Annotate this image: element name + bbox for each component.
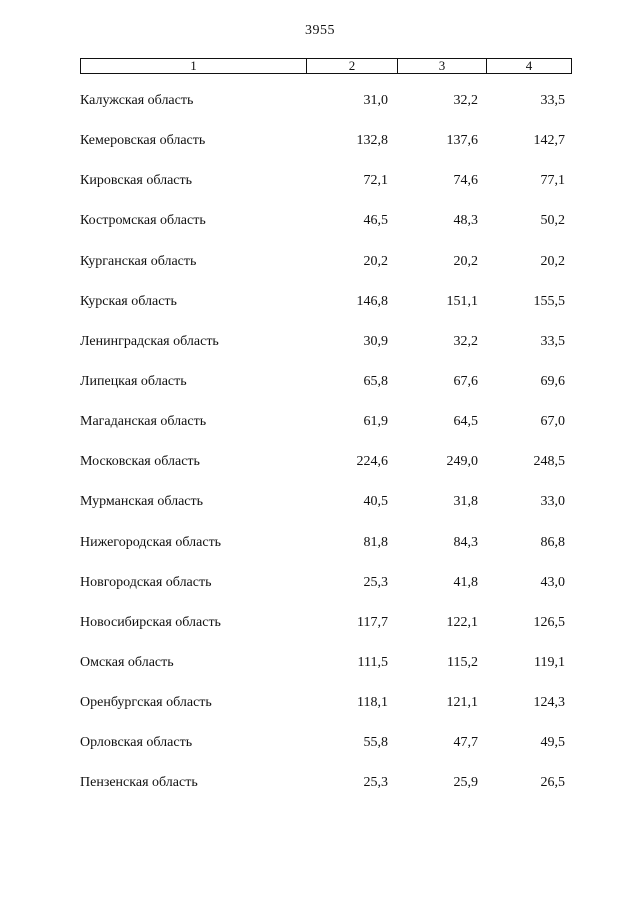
- table-row: [0, 292, 640, 332]
- table-header: [80, 58, 572, 74]
- value-col-4: 26,5: [540, 775, 565, 791]
- value-col-4: 50,2: [540, 213, 565, 229]
- value-col-3: 41,8: [453, 574, 478, 590]
- value-col-2: 111,5: [357, 654, 388, 670]
- region-name: Орловская область: [80, 735, 193, 751]
- value-col-3: 64,5: [453, 414, 478, 430]
- value-col-4: 43,0: [540, 574, 565, 590]
- region-name: Оренбургская область: [80, 695, 212, 711]
- value-col-3: 115,2: [447, 654, 478, 670]
- table-row: [0, 211, 640, 251]
- table-row: [0, 773, 640, 813]
- value-col-4: 69,6: [540, 373, 565, 389]
- value-col-2: 224,6: [356, 454, 388, 470]
- value-col-4: 119,1: [534, 654, 565, 670]
- region-name: Нижегородская область: [80, 534, 222, 550]
- region-name: Курганская область: [80, 253, 197, 269]
- value-col-3: 84,3: [453, 534, 478, 550]
- value-col-4: 33,5: [540, 333, 565, 349]
- value-col-4: 49,5: [540, 735, 565, 751]
- region-name: Кемеровская область: [80, 133, 206, 149]
- header-cell-2: 2: [306, 59, 397, 73]
- value-col-2: 55,8: [363, 735, 388, 751]
- header-cell-1: 1: [190, 58, 197, 73]
- value-col-3: 31,8: [453, 494, 478, 510]
- value-col-3: 249,0: [446, 454, 478, 470]
- value-col-2: 31,0: [363, 93, 388, 108]
- value-col-2: 61,9: [363, 414, 388, 430]
- value-col-3: 32,2: [453, 333, 478, 349]
- value-col-3: 32,2: [453, 93, 478, 108]
- value-col-4: 142,7: [533, 133, 565, 149]
- table-row: [0, 412, 640, 452]
- region-name: Ленинградская область: [80, 333, 219, 349]
- region-name: Омская область: [80, 654, 174, 670]
- value-col-3: 137,6: [446, 133, 478, 149]
- page-number: 3955: [305, 23, 335, 38]
- table-row: [0, 492, 640, 532]
- table-row: [0, 372, 640, 412]
- value-col-2: 65,8: [363, 373, 388, 389]
- table-row: [0, 573, 640, 613]
- value-col-2: 40,5: [363, 494, 388, 510]
- header-cell-4: 4: [486, 59, 571, 73]
- table-row: [0, 533, 640, 573]
- region-name: Костромская область: [80, 213, 206, 229]
- value-col-2: 72,1: [363, 173, 388, 189]
- value-col-2: 117,7: [357, 614, 388, 630]
- region-name: Новосибирская область: [80, 614, 221, 630]
- table-row: [0, 452, 640, 492]
- region-name: Московская область: [80, 454, 200, 470]
- table-row: [0, 252, 640, 292]
- table-row: [0, 332, 640, 372]
- value-col-2: 46,5: [363, 213, 388, 229]
- value-col-4: 33,5: [540, 93, 565, 108]
- value-col-4: 124,3: [533, 695, 565, 711]
- table-row: [0, 613, 640, 653]
- value-col-4: 20,2: [540, 253, 565, 269]
- value-col-3: 121,1: [446, 695, 478, 711]
- value-col-2: 132,8: [356, 133, 388, 149]
- region-name: Новгородская область: [80, 574, 212, 590]
- region-name: Курская область: [80, 293, 177, 309]
- table-body: [0, 91, 640, 814]
- region-name: Кировская область: [80, 173, 193, 189]
- value-col-3: 74,6: [453, 173, 478, 189]
- value-col-2: 25,3: [363, 775, 388, 791]
- value-col-3: 67,6: [453, 373, 478, 389]
- value-col-4: 126,5: [533, 614, 565, 630]
- value-col-2: 25,3: [363, 574, 388, 590]
- value-col-4: 77,1: [540, 173, 565, 189]
- table-row: [0, 733, 640, 773]
- value-col-3: 47,7: [453, 735, 478, 751]
- value-col-2: 146,8: [356, 293, 388, 309]
- header-cell-3: 3: [397, 59, 486, 73]
- region-name: Пензенская область: [80, 775, 198, 791]
- region-name: Мурманская область: [80, 494, 204, 510]
- table-row: [0, 171, 640, 211]
- table-row: [0, 653, 640, 693]
- value-col-3: 48,3: [453, 213, 478, 229]
- value-col-3: 25,9: [453, 775, 478, 791]
- value-col-2: 81,8: [363, 534, 388, 550]
- value-col-4: 86,8: [540, 534, 565, 550]
- value-col-2: 20,2: [363, 253, 388, 269]
- table-row: [0, 91, 640, 131]
- value-col-4: 67,0: [540, 414, 565, 430]
- value-col-2: 30,9: [363, 333, 388, 349]
- value-col-3: 20,2: [453, 253, 478, 269]
- value-col-4: 248,5: [533, 454, 565, 470]
- value-col-3: 122,1: [446, 614, 478, 630]
- value-col-2: 118,1: [357, 695, 388, 711]
- region-name: Магаданская область: [80, 414, 207, 430]
- value-col-4: 155,5: [533, 293, 565, 309]
- region-name: Калужская область: [80, 93, 194, 108]
- table-row: [0, 131, 640, 171]
- value-col-3: 151,1: [446, 293, 478, 309]
- region-name: Липецкая область: [80, 373, 187, 389]
- table-row: [0, 693, 640, 733]
- value-col-4: 33,0: [540, 494, 565, 510]
